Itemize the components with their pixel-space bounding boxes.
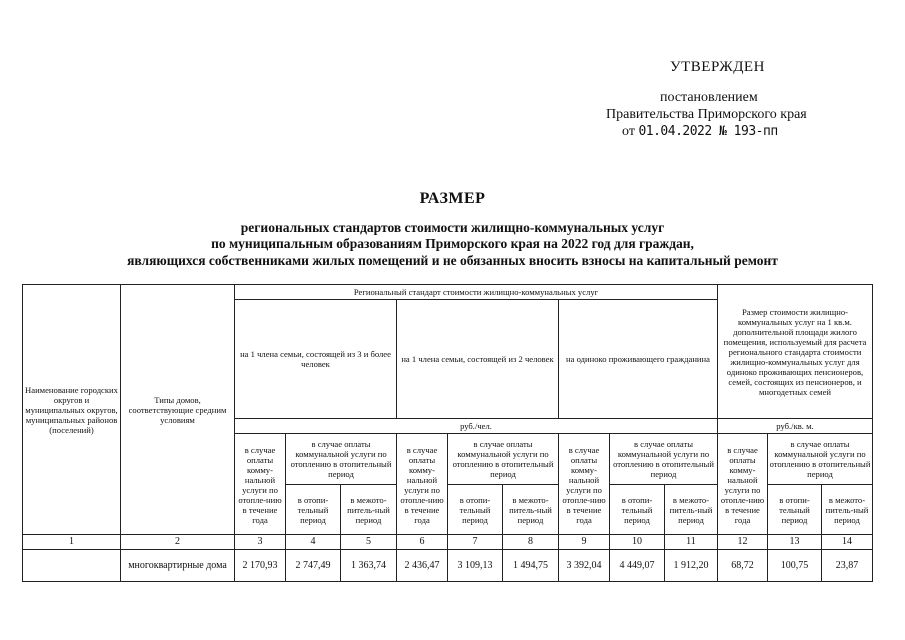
header-g1-inter-heating: в межото-питель-ный период — [341, 485, 397, 535]
header-g3-in-heating: в отопи-тельный период — [610, 485, 665, 535]
header-g4-inter-heating: в межото-питель-ный период — [822, 485, 873, 535]
column-number: 14 — [822, 535, 873, 550]
header-g3-year-round: в случае оплаты комму-нальной услуги по отопле-нию в течение года — [559, 434, 610, 535]
row-value: 1 494,75 — [503, 550, 559, 582]
column-number: 4 — [286, 535, 341, 550]
header-g3-heating: в случае оплаты коммунальной услуги по отоплению в отопительный период — [610, 434, 718, 485]
row-value: 3 392,04 — [559, 550, 610, 582]
document-title: РАЗМЕР — [419, 190, 486, 207]
header-unit-per-sqm: руб./кв. м. — [718, 419, 873, 434]
row-value: 68,72 — [718, 550, 768, 582]
row-value: 2 170,93 — [235, 550, 286, 582]
document-subtitle-line-2: по муниципальным образованиям Приморского края на 2022 год для граждан, — [211, 236, 694, 251]
header-g2-inter-heating: в межото-питель-ный период — [503, 485, 559, 535]
header-g1-heating: в случае оплаты коммунальной услуги по отоплению в отопительный период — [286, 434, 397, 485]
approval-title: УТВЕРЖДЕН — [670, 59, 765, 75]
row-value: 3 109,13 — [448, 550, 503, 582]
document-subtitle-line-3: являющихся собственниками жилых помещений и не обязанных вносить взносы на капитальный ремонт — [127, 253, 778, 268]
row-value: 1 912,20 — [665, 550, 718, 582]
header-g4-in-heating: в отопи-тельный период — [768, 485, 822, 535]
column-number: 10 — [610, 535, 665, 550]
header-regional-standard: Региональный стандарт стоимости жилищно-коммунальных услуг — [235, 285, 718, 300]
row-value: 1 363,74 — [341, 550, 397, 582]
approval-date-prefix: от — [622, 124, 635, 139]
document-subtitle-line-1: региональных стандартов стоимости жилищно-коммунальных услуг — [240, 220, 665, 235]
row-value: 2 747,49 — [286, 550, 341, 582]
approval-line-government: Правительства Приморского края — [606, 107, 807, 122]
header-family-3plus: на 1 члена семьи, состоящей из 3 и более человек — [235, 300, 397, 419]
header-municipality: Наименование городских округов и муниципальных округов, муниципальных районов (поселений) — [23, 285, 121, 535]
column-number: 11 — [665, 535, 718, 550]
approval-date-number: 01.04.2022 № 193-пп — [638, 124, 778, 139]
column-number: 1 — [23, 535, 121, 550]
header-g3-inter-heating: в межото-питель-ный период — [665, 485, 718, 535]
row-municipality — [23, 550, 121, 582]
header-g2-heating: в случае оплаты коммунальной услуги по отоплению в отопительный период — [448, 434, 559, 485]
standards-table — [22, 284, 873, 582]
approval-line-decree: постановлением — [660, 90, 758, 105]
column-number-row — [23, 535, 873, 550]
header-g4-year-round: в случае оплаты комму-нальной услуги по отопле-нию в течение года — [718, 434, 768, 535]
header-family-2: на 1 члена семьи, состоящей из 2 человек — [397, 300, 559, 419]
column-number: 2 — [121, 535, 235, 550]
header-unit-per-person: руб./чел. — [235, 419, 718, 434]
column-number: 9 — [559, 535, 610, 550]
header-single-citizen: на одиноко проживающего гражданина — [559, 300, 718, 419]
column-number: 5 — [341, 535, 397, 550]
header-house-type: Типы домов, соответствующие средним условиям — [121, 285, 235, 535]
column-number: 13 — [768, 535, 822, 550]
approval-line-date — [622, 122, 778, 141]
header-g1-year-round: в случае оплаты комму-нальной услуги по отопле-нию в течение года — [235, 434, 286, 535]
header-g2-in-heating: в отопи-тельный период — [448, 485, 503, 535]
header-g4-heating: в случае оплаты коммунальной услуги по отоплению в отопительный период — [768, 434, 873, 485]
column-number: 3 — [235, 535, 286, 550]
header-g1-in-heating: в отопи-тельный период — [286, 485, 341, 535]
column-number: 12 — [718, 535, 768, 550]
row-value: 2 436,47 — [397, 550, 448, 582]
header-extra-area-cost: Размер стоимости жилищно-коммунальных услуг на 1 кв.м. дополнительной площади жилого помещения, используемый для расчета регионального стандарта стоимости жилищно-коммунальных услуг для одиноко проживающих пенсионеров, семей, состоящих из пенсионеров, и многодетных семей — [718, 285, 873, 419]
column-number: 7 — [448, 535, 503, 550]
row-value: 4 449,07 — [610, 550, 665, 582]
table-row — [23, 550, 873, 582]
column-number: 8 — [503, 535, 559, 550]
row-value: 100,75 — [768, 550, 822, 582]
row-house-type: многоквартирные дома — [121, 550, 235, 582]
row-value: 23,87 — [822, 550, 873, 582]
column-number: 6 — [397, 535, 448, 550]
header-g2-year-round: в случае оплаты комму-нальной услуги по отопле-нию в течение года — [397, 434, 448, 535]
document-heading — [0, 190, 905, 268]
